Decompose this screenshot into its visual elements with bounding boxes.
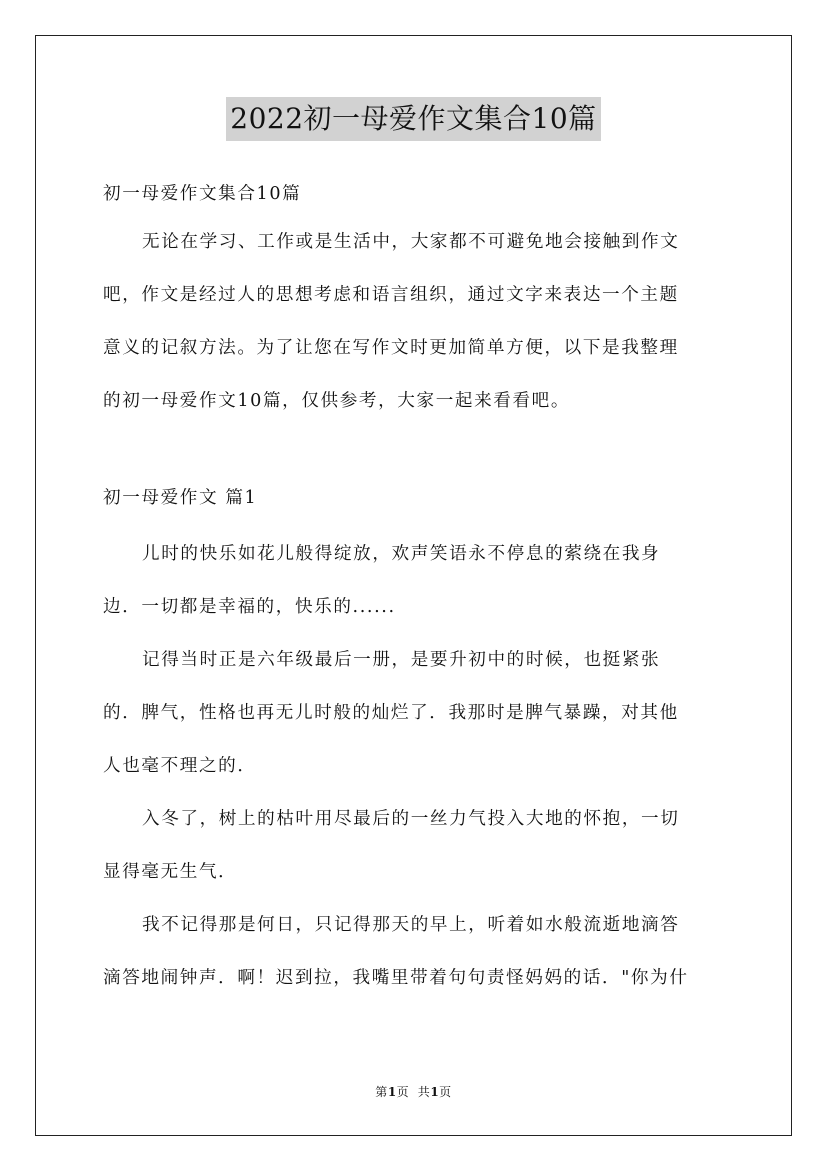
document-title: 2022初一母爱作文集合10篇 [226, 97, 600, 141]
paragraph-4 [103, 899, 728, 1005]
page-footer [0, 1083, 827, 1100]
paragraph-line: 人也毫不理之的． [103, 756, 257, 776]
intro-line: 的初一母爱作文10篇，仅供参考，大家一起来看看吧。 [103, 391, 571, 411]
intro-line: 无论在学习、工作或是生活中，大家都不可避免地会接触到作文 [142, 232, 680, 252]
paragraph-line: 显得毫无生气． [103, 862, 238, 882]
paragraph-line: 儿时的快乐如花儿般得绽放，欢声笑语永不停息的萦绕在我身 [142, 544, 661, 564]
page-label-mid: 页 共 [396, 1085, 431, 1099]
document-subtitle: 初一母爱作文集合10篇 [103, 184, 302, 204]
paragraph-line: 入冬了，树上的枯叶用尽最后的一丝力气投入大地的怀抱，一切 [142, 809, 680, 829]
spacer [103, 428, 728, 476]
paragraph-line: 的．脾气，性格也再无儿时般的灿烂了．我那时是脾气暴躁，对其他 [103, 703, 679, 723]
paragraph-line: 边．一切都是幸福的，快乐的...... [103, 597, 396, 617]
document-body [103, 172, 728, 1005]
intro-line: 意义的记叙方法。为了让您在写作文时更加简单方便，以下是我整理 [103, 338, 679, 358]
page-label-suffix: 页 [439, 1085, 452, 1099]
paragraph-line: 滴答地闹钟声．啊！迟到拉，我嘴里带着句句责怪妈妈的话．"你为什 [103, 968, 689, 988]
paragraph-2 [103, 634, 728, 793]
paragraph-line: 记得当时正是六年级最后一册，是要升初中的时候，也挺紧张 [142, 650, 661, 670]
intro-paragraph [103, 216, 728, 428]
page-label-prefix: 第 [375, 1085, 388, 1099]
page-total: 1 [430, 1085, 440, 1099]
title-container [0, 97, 827, 141]
intro-line: 吧，作文是经过人的思想考虑和语言组织，通过文字来表达一个主题 [103, 285, 679, 305]
paragraph-line: 我不记得那是何日，只记得那天的早上，听着如水般流逝地滴答 [142, 915, 680, 935]
section-heading: 初一母爱作文 篇1 [103, 488, 258, 508]
paragraph-3 [103, 793, 728, 899]
paragraph-1 [103, 528, 728, 634]
spacer [103, 520, 728, 528]
page-current: 1 [387, 1085, 397, 1099]
